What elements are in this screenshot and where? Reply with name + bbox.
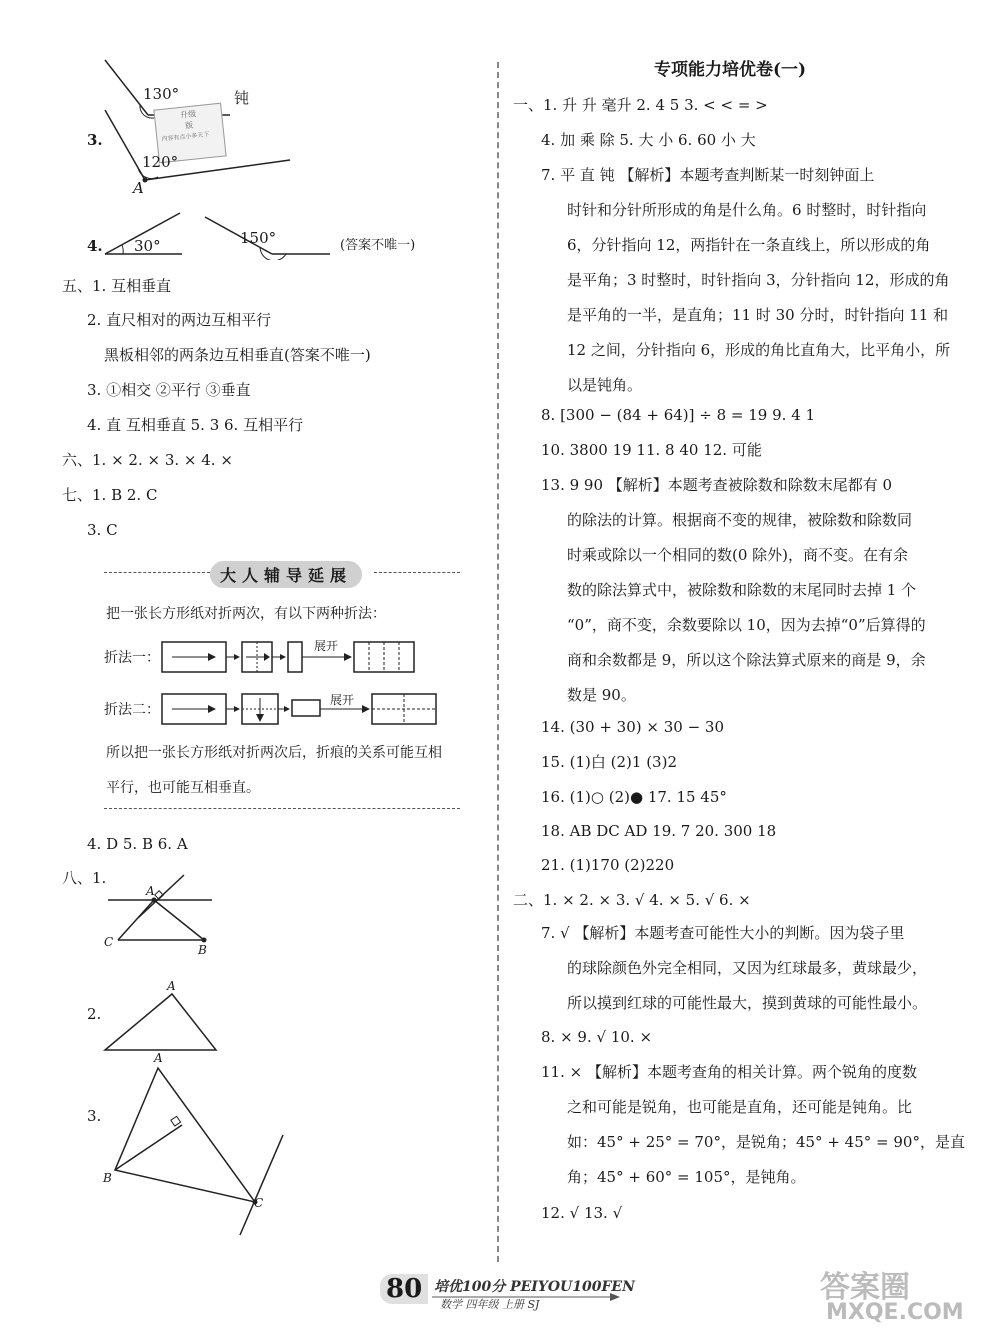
right-line: 时乘或除以一个相同的数(0 除外)，商不变。在有余: [567, 546, 909, 564]
s8-fig1-label-c: C: [104, 935, 114, 949]
right-line: 角；45° + 60° = 105°，是钝角。: [567, 1168, 806, 1186]
right-line: 以是钝角。: [567, 376, 643, 394]
s7-1: 七、1. B 2. C: [62, 486, 158, 504]
banner-top-line-right: [374, 572, 460, 573]
right-line: 所以摸到红球的可能性最大，摸到黄球的可能性最小。: [567, 994, 928, 1012]
s8-1: 八、1.: [62, 869, 107, 887]
right-line: 数的除法算式中，被除数和除数的末尾同时去掉 1 个: [567, 581, 917, 599]
s8-fig2-label-a: A: [167, 979, 176, 993]
fold1-unfold-label: 展开: [314, 639, 339, 653]
footer-arrow: [432, 1290, 622, 1304]
right-line: 7. √ 【解析】本题考查可能性大小的判断。因为袋子里: [541, 924, 905, 942]
s8-fig3-label-a: A: [154, 1051, 163, 1065]
right-line: 商和余数都是 9，所以这个除法算式原来的商是 9，余: [567, 651, 926, 669]
s8-3: 3.: [87, 1107, 102, 1125]
s7-3: 3. C: [87, 521, 118, 539]
right-line: 11. × 【解析】本题考查角的相关计算。两个锐角的度数: [541, 1063, 917, 1081]
right-line: 一、1. 升 升 毫升 2. 4 5 3. < < = >: [513, 96, 768, 114]
angle-120-label: 120°: [142, 153, 179, 171]
right-line: 7. 平 直 钝 【解析】本题考查判断某一时刻钟面上: [541, 166, 875, 184]
right-line: 13. 9 90 【解析】本题考查被除数和除数末尾都有 0: [541, 476, 893, 494]
right-line: 如：45° + 25° = 70°，是锐角；45° + 45° = 90°，是直: [567, 1133, 965, 1151]
sticker-line-1: 升级: [179, 109, 197, 120]
banner-bottom-line: [104, 808, 460, 809]
watermark-logo: 答案圈: [820, 1270, 910, 1305]
s7-4: 4. D 5. B 6. A: [87, 835, 188, 853]
right-line: 二、1. × 2. × 3. √ 4. × 5. √ 6. ×: [513, 891, 751, 909]
s5-3: 3. ①相交 ②平行 ③垂直: [87, 381, 251, 399]
watermark-url: MXQE.COM: [826, 1300, 964, 1325]
fold2-unfold-label: 展开: [330, 693, 355, 707]
s8-fig3-label-c: C: [254, 1196, 264, 1210]
footer-brand: 培优100分 PEIYOU100FEN: [434, 1279, 635, 1295]
q4-number: 4.: [87, 237, 103, 255]
s8-fig1-triangle: [100, 870, 230, 960]
s5-1: 五、1. 互相垂直: [62, 277, 172, 295]
right-line: 数是 90。: [567, 686, 636, 704]
right-line: 14. (30 + 30) × 30 − 30: [541, 718, 724, 736]
angle-30-label: 30°: [134, 237, 161, 255]
s8-fig3-triangle: [100, 1060, 300, 1240]
footer-subtitle: 数学 四年级 上册 SJ: [440, 1298, 540, 1311]
right-line: 是平角；3 时整时，时针指向 3，分针指向 12，形成的角: [567, 271, 950, 289]
point-a-label: A: [133, 179, 144, 197]
right-line: 时针和分针所形成的角是什么角。6 时整时，时针指向: [567, 201, 927, 219]
s8-fig1-label-b: B: [198, 943, 207, 957]
s8-2: 2.: [87, 1005, 102, 1023]
banner-conclusion-1: 所以把一张长方形纸对折两次后，折痕的关系可能互相: [106, 745, 442, 761]
s8-fig3-label-b: B: [103, 1171, 112, 1185]
right-line: 15. (1)白 (2)1 (3)2: [541, 753, 677, 771]
right-line: 18. AB DC AD 19. 7 20. 300 18: [541, 822, 777, 840]
right-line: 21. (1)170 (2)220: [541, 856, 675, 874]
s5-4: 4. 直 互相垂直 5. 3 6. 互相平行: [87, 416, 304, 434]
right-line: 8. [300 − (84 + 64)] ÷ 8 = 19 9. 4 1: [541, 406, 816, 424]
right-line: 6，分针指向 12，两指针在一条直线上，所以形成的角: [567, 236, 931, 254]
fold2-label: 折法二：: [104, 702, 160, 718]
angle-130-label: 130°: [143, 85, 180, 103]
page-number: 80: [380, 1274, 428, 1304]
banner-top-line-left: [104, 572, 210, 573]
banner-intro: 把一张长方形纸对折两次，有以下两种折法：: [106, 606, 386, 622]
s5-2a: 2. 直尺相对的两边互相平行: [87, 311, 272, 329]
right-line: 10. 3800 19 11. 8 40 12. 可能: [541, 441, 762, 459]
right-line: 的球除颜色外完全相同，又因为红球最多，黄球最少，: [567, 959, 928, 977]
banner-title: 大人辅导延展: [210, 561, 362, 588]
right-line: “0”，商不变，余数要除以 10，因为去掉“0”后算得的: [567, 616, 926, 634]
right-line: 4. 加 乘 除 5. 大 小 6. 60 小 大: [541, 131, 756, 149]
label-dun: 钝: [234, 89, 250, 107]
column-divider: [497, 62, 499, 1262]
fold1-diagram: [160, 636, 420, 678]
fold2-diagram: [160, 688, 440, 730]
angle-150-label: 150°: [240, 229, 277, 247]
sticker-line-3: 内容有点小多天下: [161, 131, 210, 143]
right-line: 12. √ 13. √: [541, 1204, 623, 1222]
right-line: 16. (1)○ (2)● 17. 15 45°: [541, 788, 727, 806]
right-line: 之和可能是锐角，也可能是直角，还可能是钝角。比: [567, 1098, 913, 1116]
right-line: 12 之间，分针指向 6，形成的角比直角大，比平角小，所: [567, 341, 951, 359]
sticker-line-2: 版: [184, 120, 194, 131]
right-line: 8. × 9. √ 10. ×: [541, 1028, 653, 1046]
fold1-label: 折法一：: [104, 650, 160, 666]
q3-number: 3.: [87, 131, 103, 149]
right-line: 是平角的一半，是直角；11 时 30 分时，时针指向 11 和: [567, 306, 949, 324]
s6: 六、1. × 2. × 3. × 4. ×: [62, 451, 233, 469]
banner-conclusion-2: 平行，也可能互相垂直。: [106, 780, 260, 796]
q4-note: (答案不唯一): [340, 238, 416, 253]
s5-2b: 黑板相邻的两条边互相垂直(答案不唯一): [104, 346, 371, 364]
right-line: 的除法的计算。根据商不变的规律，被除数和除数同: [567, 511, 913, 529]
right-title: 专项能力培优卷(一): [654, 60, 807, 80]
s8-fig1-label-a: A: [146, 884, 155, 898]
